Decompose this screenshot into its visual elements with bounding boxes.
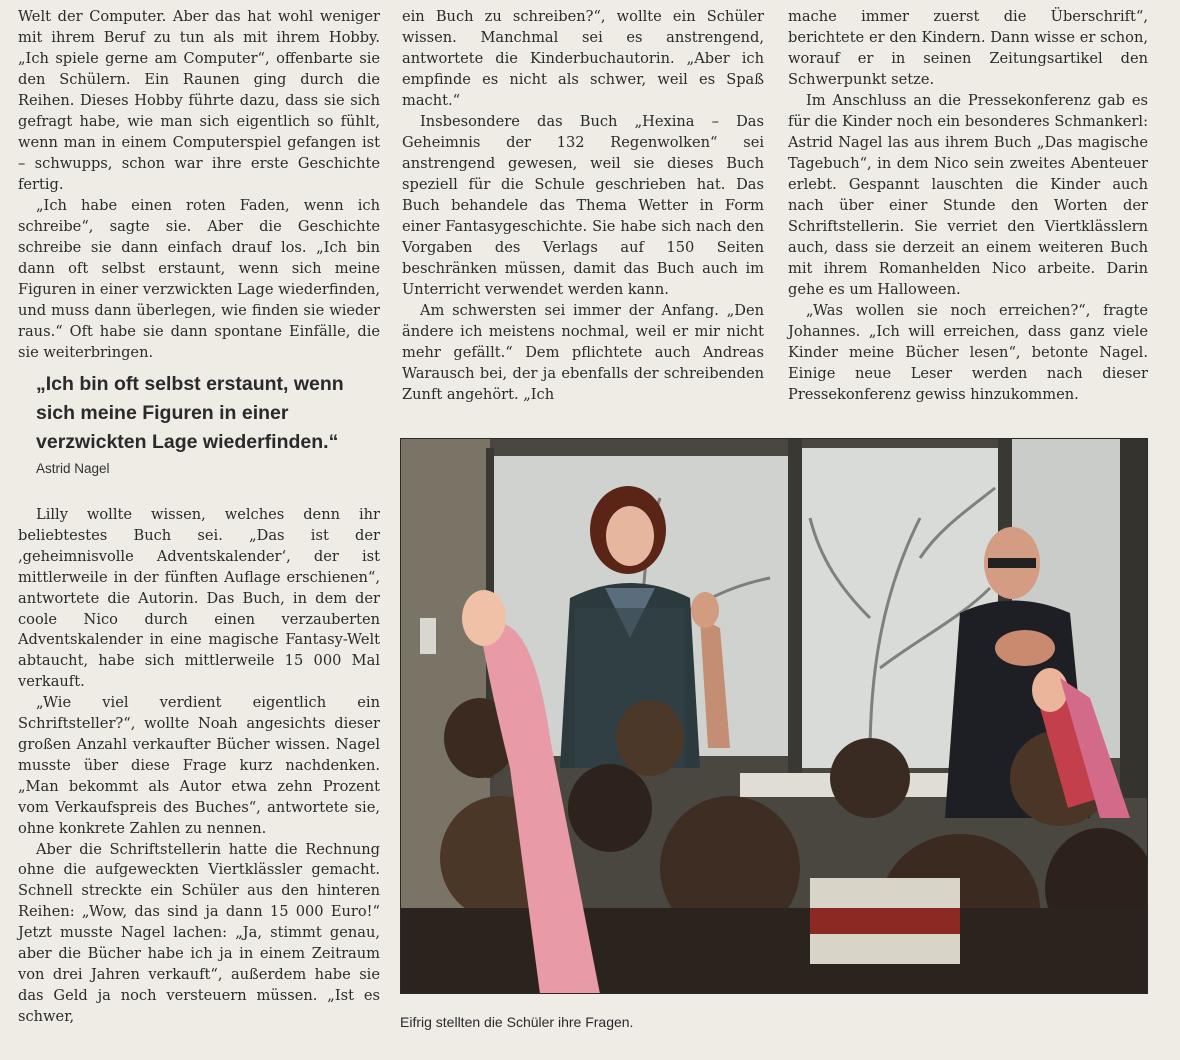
paragraph: Lilly wollte wissen, welches denn ihr beliebtestes Buch sei. „Das ist der ‚geheimnisvolle Adventskalender‘, der ist mittlerweile in der fünften Auflage erschienen“, antwortete die Autorin. Das Buch, in dem der coole Nico durch einen verzauberten Adventskalender in eine magische Fantasy-Welt abtaucht, habe sich mittlerweile 15 000 Mal verkauft.	[18, 506, 380, 691]
paragraph: „Ich habe einen roten Faden, wenn ich schreibe“, sagte sie. Aber die Geschichte schreibe sie dann einfach drauf los. „Ich bin dann oft selbst erstaunt, wenn sich meine Figuren in einer verzwickten Lage wiederfinden, und muss dann überlegen, wie finden sie wieder raus.“ Oft habe sie dann spontane Einfälle, die sie weiterbringen.	[18, 197, 381, 361]
article-photo	[400, 438, 1148, 994]
paragraph: „Wie viel verdient eigentlich ein Schriftsteller?“, wollte Noah angesichts dieser großen Anzahl verkaufter Bücher wissen. Nagel musste über diese Frage kurz nachdenken. „Man bekommt als Autor etwa zehn Prozent vom Verkaufspreis des Buches“, antwortete sie, ohne konkrete Zahlen zu nennen.	[18, 694, 380, 837]
pull-quote-author: Astrid Nagel	[36, 461, 110, 476]
classroom-photo-illustration	[400, 438, 1148, 994]
paragraph: Welt der Computer. Aber das hat wohl weniger mit ihrem Beruf zu tun als mit ihrem Hobby. „Ich spiele gerne am Computer“, offenbarte sie den Schülern. Ein Raunen ging durch die Reihen. Dieses Hobby führte dazu, dass sie sich gefragt habe, wie man sich eigentlich so fühlt, wenn man in einem Computerspiel gefangen ist – schwupps, schon war ihre erste Geschichte fertig.	[18, 8, 380, 193]
photo-caption: Eifrig stellten die Schüler ihre Fragen.	[400, 1014, 634, 1030]
article-column-3	[788, 6, 1148, 405]
pull-quote-text: „Ich bin oft selbst erstaunt, wenn sich meine Figuren in einer verzwickten Lage wiederfinden.“	[36, 373, 344, 453]
article-column-2	[402, 6, 764, 405]
paragraph: Am schwersten sei immer der Anfang. „Den ändere ich meistens nochmal, weil er mir nicht mehr gefällt.“ Dem pflichtete auch Andreas Warausch bei, der ja ebenfalls der schreibenden Zunft angehört. „Ich	[402, 302, 764, 403]
paragraph: mache immer zuerst die Überschrift“, berichtete er den Kindern. Dann wisse er schon, worauf er in seinen Zeitungsartikel den Schwerpunkt setze.	[788, 8, 1148, 88]
pull-quote	[36, 370, 376, 476]
article-column-1	[18, 6, 380, 363]
paragraph: Insbesondere das Buch „Hexina – Das Geheimnis der 132 Regenwolken“ sei anstrengend gewesen, weil sie dieses Buch speziell für die Schule geschrieben hat. Das Buch behandele das Thema Wetter in Form einer Fantasygeschichte. Sie habe sich nach den Vorgaben des Verlags auf 150 Seiten beschränken müssen, damit das Buch auch im Unterricht verwendet werden kann.	[402, 113, 764, 298]
paragraph: Aber die Schriftstellerin hatte die Rechnung ohne die aufgeweckten Viertklässler gemacht. Schnell streckte ein Schüler aus den hinteren Reihen: „Wow, das sind ja dann 15 000 Euro!“ Jetzt musste Nagel lachen: „Ja, stimmt genau, aber die Bücher habe ich ja in einem Zeitraum von drei Jahren verkauft“, außerdem habe sie das Geld ja noch versteuern müssen. „Ist es schwer,	[18, 840, 380, 1025]
article-column-1-continued	[18, 505, 380, 1028]
paragraph: Im Anschluss an die Pressekonferenz gab es für die Kinder noch ein besonderes Schmankerl: Astrid Nagel las aus ihrem Buch „Das magische Tagebuch“, in dem Nico sein zweites Abenteuer erlebt. Gespannt lauschten die Kinder auch nach über einer Stunde den Worten der Schriftstellerin. Sie verriet den Viertklässlern auch, dass sie derzeit an einem weiteren Buch mit ihrem Romanhelden Nico arbeite. Darin gehe es um Halloween.	[788, 92, 1148, 298]
paragraph: ein Buch zu schreiben?“, wollte ein Schüler wissen. Manchmal sei es anstrengend, antwortete die Kinderbuchautorin. „Aber ich empfinde es nicht als schwer, weil es Spaß macht.“	[402, 8, 764, 109]
paragraph: „Was wollen sie noch erreichen?“, fragte Johannes. „Ich will erreichen, dass ganz viele Kinder meine Bücher lesen“, betonte Nagel. Einige neue Leser werden nach dieser Pressekonferenz gewiss hinzukommen.	[788, 302, 1148, 403]
